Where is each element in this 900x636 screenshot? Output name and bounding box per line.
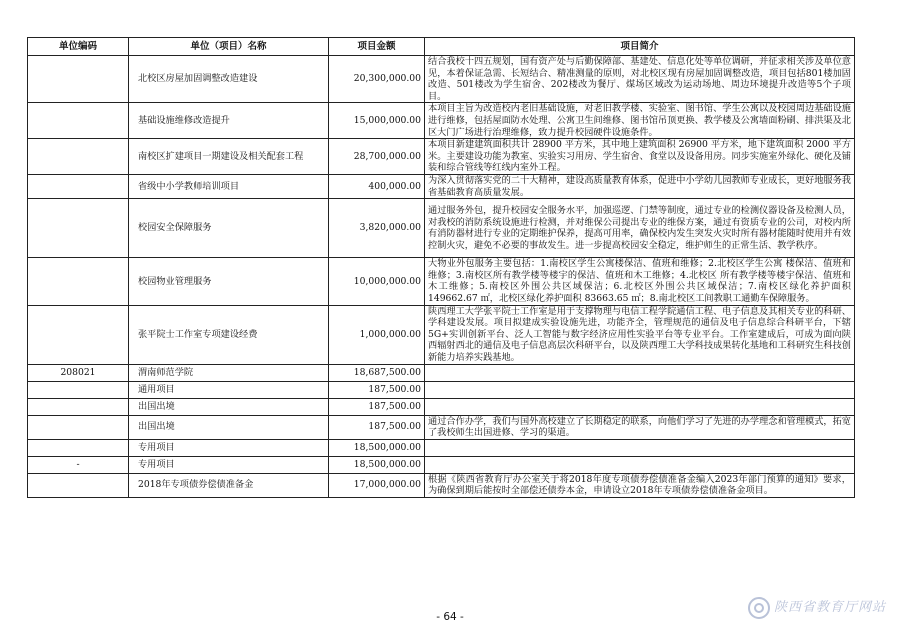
- table-row: [28, 381, 855, 398]
- site-watermark: [748, 596, 886, 619]
- unit-code-cell: [28, 305, 129, 364]
- description-cell: [425, 381, 855, 398]
- description-cell: [425, 398, 855, 415]
- unit-code-cell: [28, 473, 129, 497]
- unit-code-cell: [28, 174, 129, 198]
- unit-code-cell: [28, 398, 129, 415]
- unit-name-cell: 北校区房屋加固调整改造建设: [129, 56, 329, 103]
- budget-table: [27, 37, 855, 498]
- unit-name-cell: 校园物业管理服务: [129, 258, 329, 305]
- unit-name-cell: 通用项目: [129, 381, 329, 398]
- amount-cell: 1,000,000.00: [329, 305, 425, 364]
- description-cell: 大物业外包服务主要包括：1.南校区学生公寓楼保洁、值班和维修；2.北校区学生公寓 楼保洁、值班和维修；3.南校区所有教学楼等楼宇的保洁、值班和木工维修；4.北校区 所有教学楼等楼宇保洁、值班和木工维修；5.南校区外围公共区域保洁；6.北校区外围公共区域保洁；7.南校区绿化养护面积 149662.67 ㎡，北校区绿化养护面积 83663.65 ㎡；8.南北校区工间教职工通勤车保障服务。: [425, 258, 855, 305]
- unit-code-cell: [28, 415, 129, 439]
- description-cell: [425, 364, 855, 381]
- amount-cell: 10,000,000.00: [329, 258, 425, 305]
- table-row: [28, 305, 855, 364]
- amount-cell: 3,820,000.00: [329, 199, 425, 258]
- table-row: [28, 415, 855, 439]
- table-row: [28, 439, 855, 456]
- unit-name-cell: 2018年专项债券偿债准备金: [129, 473, 329, 497]
- description-cell: 根据《陕西省教育厅办公室关于将2018年度专项债券偿债准备金编入2023年部门预算的通知》要求，为确保到期后能按时全部偿还债券本金，申请设立2018年专项债券偿债准备金项目。: [425, 473, 855, 497]
- unit-name-cell: 张平院士工作室专项建设经费: [129, 305, 329, 364]
- unit-code-cell: [28, 139, 129, 175]
- description-cell: 陕西理工大学张平院士工作室是用于支撑物理与电信工程学院通信工程、电子信息及其相关专业的科研、学科建设发展。项目拟建成实验设施先进，功能齐全，管理规范的通信及电子信息综合科研平台，下辖5G+实训创新平台、泛人工智能与数字经济应用性实验平台等专业平台。工作室建成后，可成为面向陕西辐射西北的通信及电子信息高层次科研平台，以及陕西理工大学科技成果转化基地和工科研究生科技创新能力培养实践基地。: [425, 305, 855, 364]
- unit-code-cell: [28, 258, 129, 305]
- unit-code-cell: [28, 103, 129, 139]
- table-row: [28, 199, 855, 258]
- unit-code-cell: 208021: [28, 364, 129, 381]
- amount-cell: 18,500,000.00: [329, 456, 425, 473]
- unit-name-cell: 基础设施维修改造提升: [129, 103, 329, 139]
- header-project-amount: 项目金额: [329, 38, 425, 56]
- unit-name-cell: 专用项目: [129, 456, 329, 473]
- amount-cell: 400,000.00: [329, 174, 425, 198]
- amount-cell: 20,300,000.00: [329, 56, 425, 103]
- table-row: [28, 174, 855, 198]
- page-number: - 64 -: [436, 611, 464, 623]
- description-cell: 为深入贯彻落实党的二十大精神，建设高质量教育体系，促进中小学幼儿园教师专业成长，更好地服务我省基础教育高质量发展。: [425, 174, 855, 198]
- amount-cell: 187,500.00: [329, 415, 425, 439]
- description-cell: [425, 456, 855, 473]
- table-header-row: [28, 38, 855, 56]
- amount-cell: 18,500,000.00: [329, 439, 425, 456]
- table-row: [28, 103, 855, 139]
- amount-cell: 18,687,500.00: [329, 364, 425, 381]
- unit-name-cell: 南校区扩建项目一期建设及相关配套工程: [129, 139, 329, 175]
- table-row: [28, 139, 855, 175]
- unit-code-cell: [28, 439, 129, 456]
- description-cell: 本项目新建建筑面积共计 28900 平方米，其中地上建筑面积 26900 平方米，地下建筑面积 2000 平方米。主要建设功能为教室、实验实习用房、学生宿舍、食堂以及设备用房。同步实施室外绿化、硬化及铺装和综合管线等红线内室外工程。: [425, 139, 855, 175]
- amount-cell: 187,500.00: [329, 381, 425, 398]
- table-row: [28, 398, 855, 415]
- header-unit-code: 单位编码: [28, 38, 129, 56]
- table-row: [28, 364, 855, 381]
- unit-name-cell: 出国出境: [129, 398, 329, 415]
- header-unit-name: 单位（项目）名称: [129, 38, 329, 56]
- description-cell: 本项目主旨为改造校内老旧基础设施，对老旧教学楼、实验室、图书馆、学生公寓以及校园周边基础设施进行维修，包括屋面防水处理、公寓卫生间维修、图书馆吊顶更换、教学楼及公寓墙面粉刷、排洪渠及北区大门广场进行治理维修，致力提升校园硬件设施条件。: [425, 103, 855, 139]
- header-project-description: 项目简介: [425, 38, 855, 56]
- unit-name-cell: 校园安全保障服务: [129, 199, 329, 258]
- amount-cell: 28,700,000.00: [329, 139, 425, 175]
- table-row: [28, 473, 855, 497]
- unit-name-cell: 出国出境: [129, 415, 329, 439]
- watermark-text: 陕西省教育厅网站: [773, 600, 886, 615]
- unit-name-cell: 省级中小学教师培训项目: [129, 174, 329, 198]
- table-row: [28, 258, 855, 305]
- table-row: [28, 456, 855, 473]
- amount-cell: 187,500.00: [329, 398, 425, 415]
- unit-name-cell: 渭南师范学院: [129, 364, 329, 381]
- amount-cell: 15,000,000.00: [329, 103, 425, 139]
- description-cell: [425, 439, 855, 456]
- amount-cell: 17,000,000.00: [329, 473, 425, 497]
- description-cell: 通过合作办学，我们与国外高校建立了长期稳定的联系，向他们学习了先进的办学理念和管理模式，拓宽了我校师生出国进修、学习的渠道。: [425, 415, 855, 439]
- unit-code-cell: [28, 56, 129, 103]
- watermark-seal-icon: [748, 597, 770, 619]
- unit-code-cell: [28, 381, 129, 398]
- description-cell: 结合我校十四五规划，国有资产处与后勤保障部、基建处、信息化处等单位调研，并征求相关涉及单位意见，本着保证急需、长短结合、精准测量的原则，对北校区现有房屋加固调整改造，项目包括801楼加固改造、501楼改为学生宿舍、202楼改为餐厅、煤场区域改为运动场地、周边环境提升改造等5个子项目。: [425, 56, 855, 103]
- unit-code-cell: [28, 199, 129, 258]
- description-cell: 通过服务外包，提升校园安全服务水平，加强巡逻、门禁等制度，通过专业的检测仪器设备及检测人员，对我校的消防系统设施进行检测，并对维保公司提出专业的维保方案，通过有资质专业的公司，对校内所有消防器材进行专业的定期维护保养，提高可用率，确保校内发生突发火灾时所有器材能随时使用并有效控制火灾，避免不必要的事故发生。进一步提高校园安全稳定，维护师生的正常生活、教学秩序。: [425, 199, 855, 258]
- table-row: [28, 56, 855, 103]
- unit-name-cell: 专用项目: [129, 439, 329, 456]
- unit-code-cell: -: [28, 456, 129, 473]
